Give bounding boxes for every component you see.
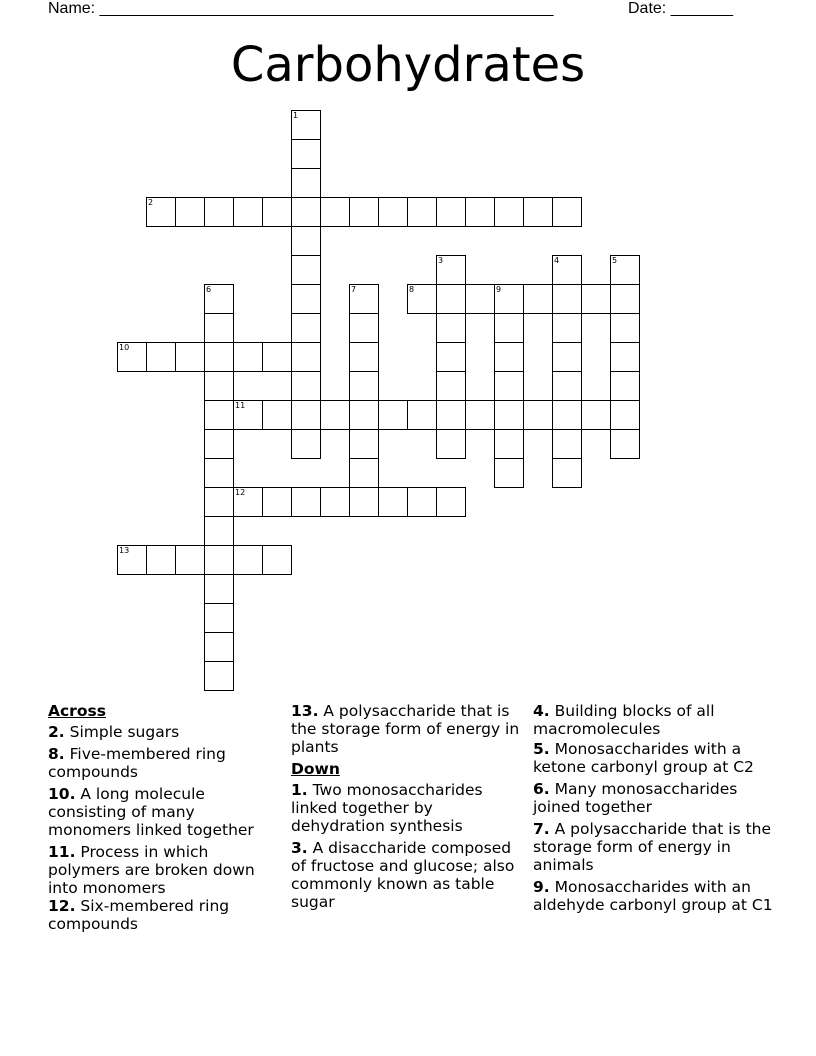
grid-cell[interactable]	[291, 400, 321, 430]
grid-cell[interactable]	[436, 400, 466, 430]
grid-cell[interactable]	[204, 487, 234, 517]
clue-text: Monosaccharides with an aldehyde carbonyl group at C1	[533, 878, 773, 914]
grid-cell[interactable]	[436, 429, 466, 459]
grid-cell[interactable]	[523, 197, 553, 227]
grid-cell[interactable]	[610, 371, 640, 401]
clue-text: Building blocks of all macromolecules	[533, 702, 715, 738]
grid-cell[interactable]	[494, 429, 524, 459]
grid-cell[interactable]	[204, 342, 234, 372]
grid-cell[interactable]	[204, 371, 234, 401]
grid-cell[interactable]	[233, 545, 263, 575]
clue-text: Simple sugars	[69, 723, 180, 741]
clue-number: 12.	[48, 897, 76, 915]
clue-across-8	[48, 745, 280, 781]
grid-cell[interactable]	[436, 487, 466, 517]
grid-cell[interactable]	[552, 429, 582, 459]
grid-cell[interactable]	[291, 226, 321, 256]
across-heading: Across	[48, 702, 106, 720]
grid-cell[interactable]	[610, 284, 640, 314]
grid-cell[interactable]	[349, 342, 379, 372]
grid-cell[interactable]	[262, 487, 292, 517]
grid-cell[interactable]	[349, 313, 379, 343]
grid-cell[interactable]	[407, 400, 437, 430]
clue-number: 13.	[291, 702, 319, 720]
grid-cell[interactable]	[378, 487, 408, 517]
clue-number-label: 2	[148, 198, 154, 207]
grid-cell[interactable]	[349, 487, 379, 517]
grid-cell[interactable]	[552, 197, 582, 227]
date-field-label: Date: _______	[628, 0, 733, 17]
grid-cell[interactable]	[349, 371, 379, 401]
clue-number-label: 12	[235, 488, 246, 497]
clue-across-11	[48, 843, 280, 897]
clue-text: A disaccharide composed of fructose and glucose; also commonly known as table sugar	[291, 839, 515, 911]
grid-cell[interactable]	[291, 313, 321, 343]
grid-cell[interactable]	[204, 574, 234, 604]
clue-number: 6.	[533, 780, 550, 798]
grid-cell[interactable]	[523, 400, 553, 430]
grid-cell[interactable]	[320, 197, 350, 227]
grid-cell[interactable]	[233, 342, 263, 372]
grid-cell[interactable]	[291, 284, 321, 314]
grid-cell[interactable]	[204, 197, 234, 227]
clue-number-label: 3	[438, 256, 444, 265]
grid-cell[interactable]	[175, 545, 205, 575]
grid-cell[interactable]	[320, 400, 350, 430]
clues-column-1	[48, 702, 280, 937]
grid-cell[interactable]	[552, 342, 582, 372]
grid-cell[interactable]	[262, 545, 292, 575]
grid-cell[interactable]	[436, 197, 466, 227]
grid-cell[interactable]	[610, 342, 640, 372]
grid-cell[interactable]	[291, 139, 321, 169]
grid-cell[interactable]	[204, 661, 234, 691]
clue-number-label: 9	[496, 285, 502, 294]
clue-number-label: 10	[119, 343, 130, 352]
grid-cell[interactable]	[378, 197, 408, 227]
clue-down-4	[533, 702, 773, 738]
grid-cell[interactable]	[204, 632, 234, 662]
clue-number: 5.	[533, 740, 550, 758]
clue-number-label: 1	[293, 111, 299, 120]
grid-cell[interactable]	[233, 197, 263, 227]
grid-cell[interactable]	[291, 255, 321, 285]
clue-number-label: 11	[235, 401, 246, 410]
clue-number: 11.	[48, 843, 76, 861]
clue-text: Six-membered ring compounds	[48, 897, 230, 933]
grid-cell[interactable]	[407, 487, 437, 517]
clue-across-12	[48, 897, 280, 933]
grid-cell[interactable]	[581, 284, 611, 314]
clue-down-1	[291, 781, 523, 835]
clue-number-label: 6	[206, 285, 212, 294]
grid-cell[interactable]	[494, 371, 524, 401]
clue-text: A polysaccharide that is the storage form of energy in plants	[291, 702, 520, 756]
grid-cell[interactable]	[552, 371, 582, 401]
clue-text: A polysaccharide that is the storage form of energy in animals	[533, 820, 772, 874]
grid-cell[interactable]	[610, 400, 640, 430]
clue-down-7	[533, 820, 773, 874]
grid-cell[interactable]	[465, 197, 495, 227]
grid-cell[interactable]	[436, 313, 466, 343]
grid-cell[interactable]	[552, 313, 582, 343]
grid-cell[interactable]	[204, 545, 234, 575]
grid-cell[interactable]	[494, 458, 524, 488]
grid-cell[interactable]	[175, 342, 205, 372]
grid-cell[interactable]	[291, 342, 321, 372]
clue-down-6	[533, 780, 773, 816]
grid-cell[interactable]	[610, 313, 640, 343]
grid-cell[interactable]	[320, 487, 350, 517]
grid-cell[interactable]	[465, 284, 495, 314]
clue-text: A long molecule consisting of many monomers linked together	[48, 785, 254, 839]
clues-column-3	[533, 702, 773, 918]
grid-cell[interactable]	[610, 429, 640, 459]
clue-number: 7.	[533, 820, 550, 838]
grid-cell[interactable]	[291, 429, 321, 459]
clue-number-label: 7	[351, 285, 357, 294]
grid-cell[interactable]	[204, 458, 234, 488]
grid-cell[interactable]	[175, 197, 205, 227]
clue-number-label: 13	[119, 546, 130, 555]
grid-cell[interactable]	[494, 342, 524, 372]
clue-number: 3.	[291, 839, 308, 857]
grid-cell[interactable]	[204, 603, 234, 633]
grid-cell[interactable]	[146, 342, 176, 372]
grid-cell[interactable]	[204, 516, 234, 546]
clue-text: Two monosaccharides linked together by dehydration synthesis	[291, 781, 483, 835]
clue-number: 8.	[48, 745, 65, 763]
down-heading: Down	[291, 760, 340, 778]
clue-number: 9.	[533, 878, 550, 896]
clue-down-9	[533, 878, 773, 914]
grid-cell[interactable]	[349, 458, 379, 488]
grid-cell[interactable]	[494, 400, 524, 430]
clue-number-label: 8	[409, 285, 415, 294]
clue-number: 1.	[291, 781, 308, 799]
clue-across-13	[291, 702, 523, 756]
grid-cell[interactable]	[494, 197, 524, 227]
name-field-label: Name: ___________________________________________________	[48, 0, 554, 17]
grid-cell[interactable]	[291, 371, 321, 401]
grid-cell[interactable]	[523, 284, 553, 314]
grid-cell[interactable]	[291, 487, 321, 517]
grid-cell[interactable]	[378, 400, 408, 430]
clue-down-5	[533, 740, 773, 776]
grid-cell[interactable]	[552, 400, 582, 430]
clue-text: Five-membered ring compounds	[48, 745, 226, 781]
grid-cell[interactable]	[204, 313, 234, 343]
clue-text: Many monosaccharides joined together	[533, 780, 738, 816]
clue-across-2	[48, 723, 280, 741]
grid-cell[interactable]	[204, 400, 234, 430]
clue-number: 2.	[48, 723, 65, 741]
clue-number-label: 4	[554, 256, 560, 265]
grid-cell[interactable]	[494, 313, 524, 343]
clues-column-2	[291, 702, 523, 915]
grid-cell[interactable]	[262, 342, 292, 372]
grid-cell[interactable]	[349, 400, 379, 430]
clue-text: Monosaccharides with a ketone carbonyl group at C2	[533, 740, 754, 776]
grid-cell[interactable]	[204, 429, 234, 459]
clue-text: Process in which polymers are broken down into monomers	[48, 843, 255, 897]
grid-cell[interactable]	[552, 458, 582, 488]
grid-cell[interactable]	[291, 168, 321, 198]
clue-number: 4.	[533, 702, 550, 720]
clue-number-label: 5	[612, 256, 618, 265]
grid-cell[interactable]	[436, 284, 466, 314]
grid-cell[interactable]	[262, 400, 292, 430]
grid-cell[interactable]	[349, 429, 379, 459]
grid-cell[interactable]	[581, 400, 611, 430]
grid-cell[interactable]	[291, 197, 321, 227]
grid-cell[interactable]	[407, 197, 437, 227]
grid-cell[interactable]	[436, 342, 466, 372]
grid-cell[interactable]	[552, 284, 582, 314]
grid-cell[interactable]	[262, 197, 292, 227]
grid-cell[interactable]	[349, 197, 379, 227]
page-title: Carbohydrates	[230, 37, 586, 93]
grid-cell[interactable]	[436, 371, 466, 401]
clue-number: 10.	[48, 785, 76, 803]
clue-down-3	[291, 839, 523, 911]
grid-cell[interactable]	[146, 545, 176, 575]
grid-cell[interactable]	[465, 400, 495, 430]
clue-across-10	[48, 785, 280, 839]
